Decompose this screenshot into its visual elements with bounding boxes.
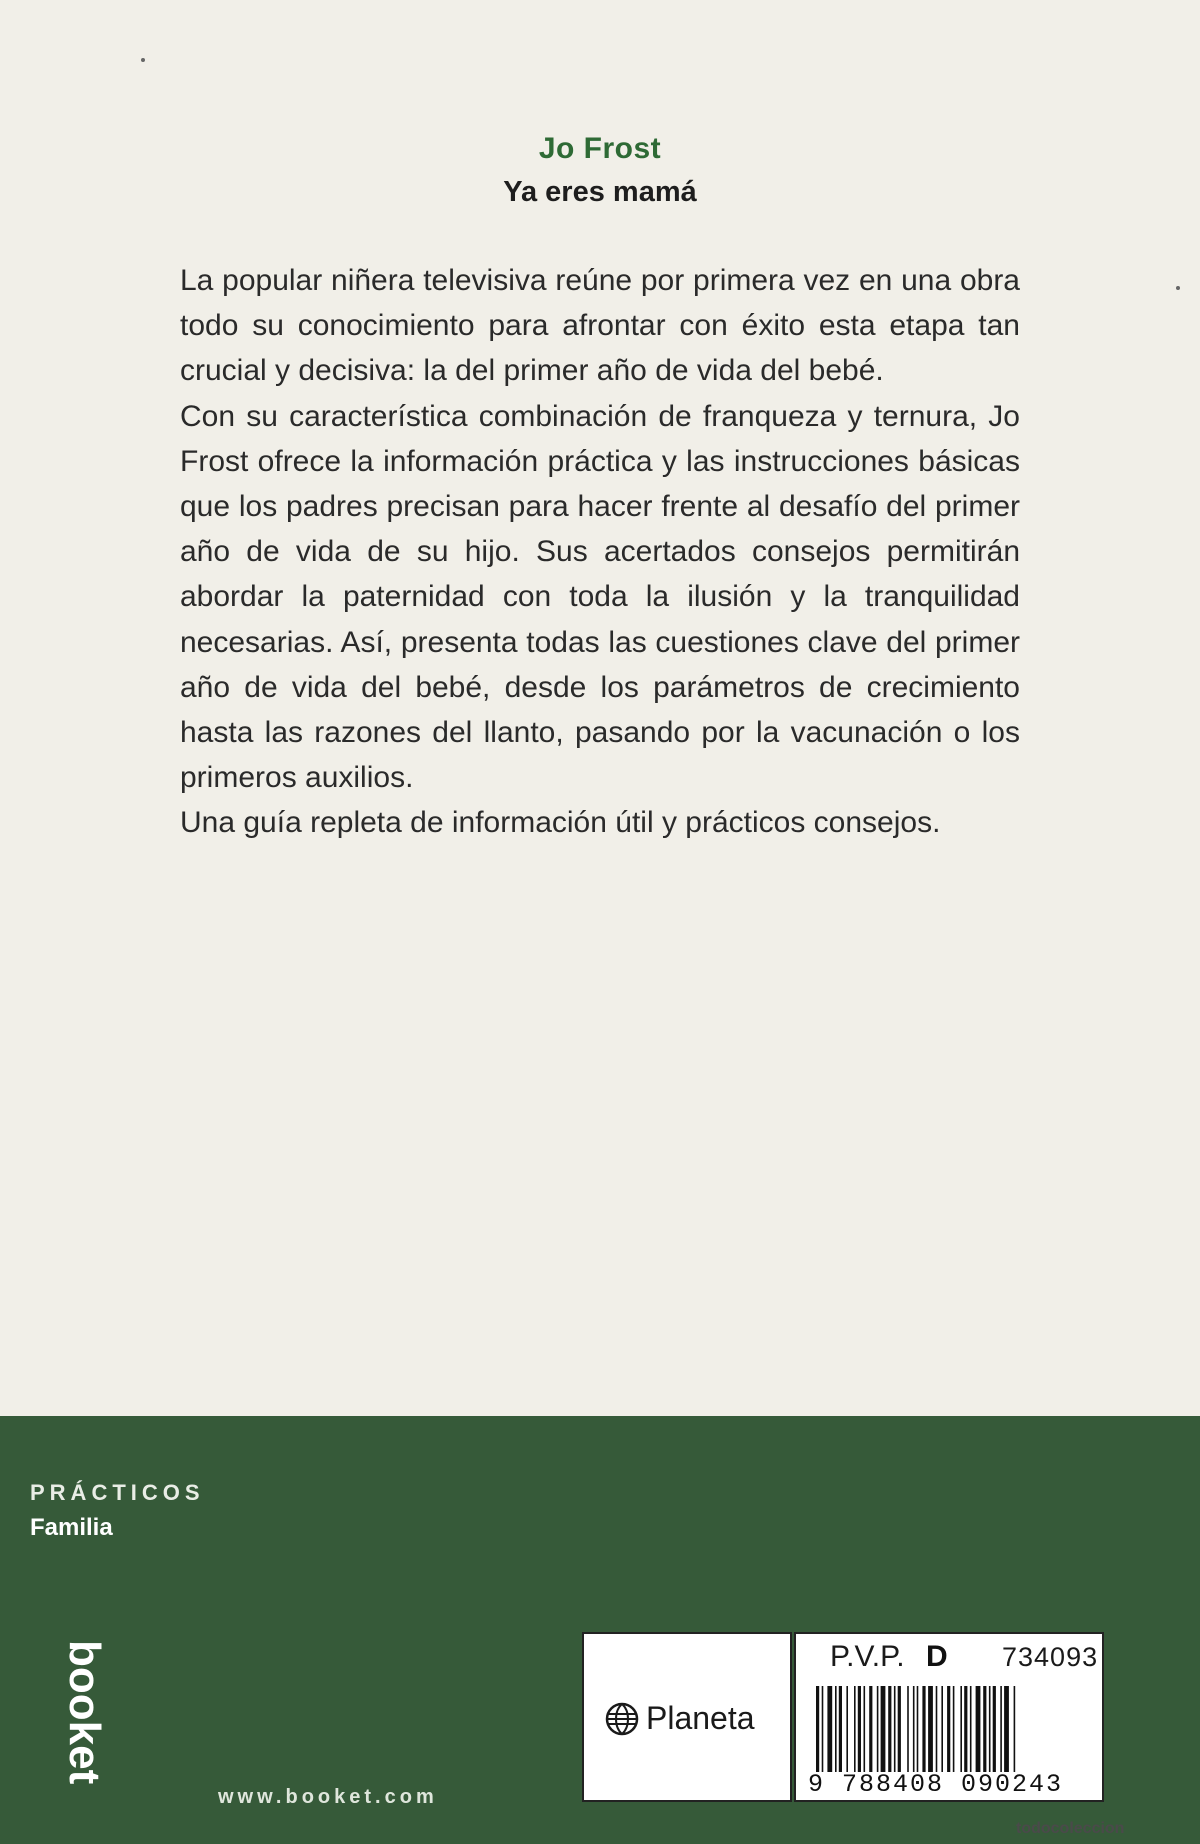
subseries-label: Familia [30,1514,113,1541]
barcode-stripe [936,1686,938,1772]
barcode-stripe [858,1686,861,1772]
barcode-stripe [881,1686,886,1772]
author-name: Jo Frost [538,132,662,165]
print-speck [1176,286,1180,290]
barcode-stripe [964,1686,967,1772]
barcode-stripe [864,1686,866,1772]
watermark-text: todocoleccion [1016,1820,1125,1837]
barcode-stripe [894,1686,896,1772]
barcode-stripe [822,1686,824,1772]
series-label: PRÁCTICOS [30,1480,205,1505]
barcode-stripe [1014,1686,1016,1772]
barcode-stripe [947,1686,950,1772]
barcode [814,1686,1092,1772]
reference-number: 734093 [1002,1642,1099,1672]
barcode-stripe [993,1686,996,1772]
barcode-stripe [922,1686,925,1772]
barcode-stripe [928,1686,933,1772]
publisher-box [582,1632,792,1802]
publisher-name: Planeta [646,1700,755,1736]
barcode-stripe [970,1686,972,1772]
price-code: D [926,1640,948,1673]
barcode-stripe [898,1686,901,1772]
barcode-stripe [983,1686,986,1772]
barcode-stripe [846,1686,848,1772]
barcode-stripe [1000,1686,1002,1772]
booket-logo-text: booket [60,1640,109,1785]
blurb-paragraph: La popular niñera televisiva reúne por primera vez en una obra todo su conocimiento para afrontar con éxito esta etapa tan crucial y decisiva: la del primer año de vida del bebé. [180,264,1020,388]
isbn-digits: 9 788408 090243 [808,1770,1064,1799]
barcode-stripe [907,1686,909,1772]
price-label: P.V.P. [830,1640,905,1673]
barcode-stripe [816,1686,819,1772]
barcode-stripe [976,1686,981,1772]
book-title: Ya eres mamá [503,176,697,208]
barcode-stripe [839,1686,842,1772]
barcode-stripe [941,1686,943,1772]
barcode-stripe [913,1686,915,1772]
barcode-stripe [869,1686,872,1772]
barcode-stripe [989,1686,991,1772]
book-header [0,132,1200,209]
barcode-stripe [917,1686,919,1772]
barcode-stripe [835,1686,837,1772]
barcode-stripe [1004,1686,1009,1772]
blurb-text [180,258,1020,846]
barcode-stripe [888,1686,891,1772]
booket-logo [30,1640,109,1810]
blurb-paragraph: Con su característica combinación de franqueza y ternura, Jo Frost ofrece la información práctica y las instrucciones básicas que los padres precisan para hacer frente al desafío del primer año de vida de su hijo. Sus acertados consejos permitirán abordar la paternidad con toda la ilusión y la tranquilidad necesarias. Así, presenta todas las cuestiones clave del primer año de vida del bebé, desde los parámetros de crecimiento hasta las razones del llanto, pasando por la vacunación o los primeros auxilios. [180,399,1020,795]
publisher-url: www.booket.com [218,1786,438,1808]
barcode-stripe [877,1686,879,1772]
print-speck [141,58,145,62]
globe-icon [604,1701,640,1737]
barcode-stripe [827,1686,832,1772]
barcode-box [794,1632,1104,1802]
blurb-paragraph: Una guía repleta de información útil y prácticos consejos. [180,806,941,840]
barcode-stripe [960,1686,962,1772]
barcode-stripe [854,1686,856,1772]
barcode-stripe [953,1686,955,1772]
